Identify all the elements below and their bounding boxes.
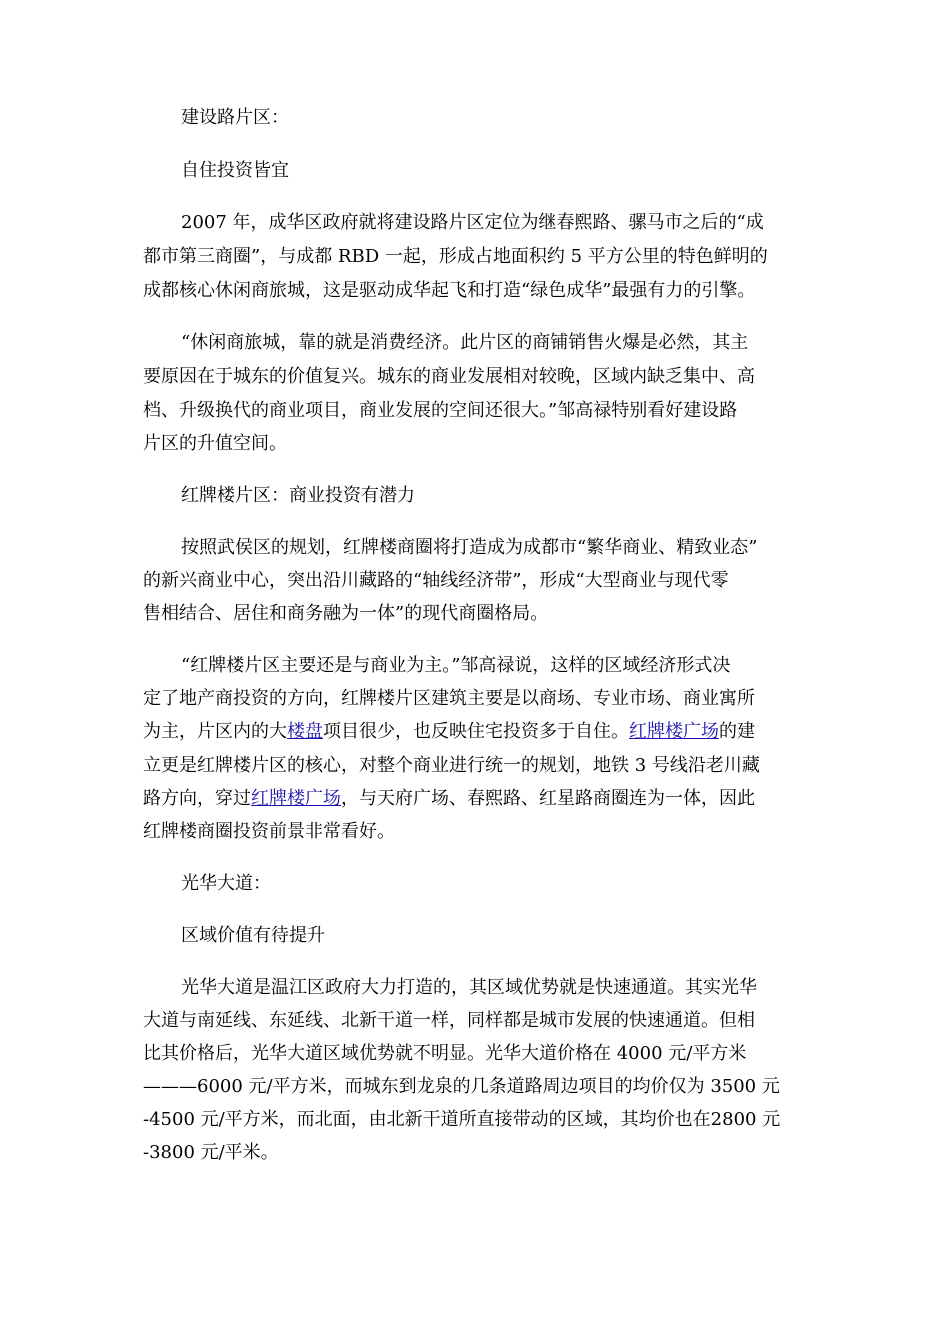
paragraph-line: 2007 年，成华区政府就将建设路片区定位为继春熙路、骡马市之后的“成 — [181, 212, 764, 233]
paragraph-line: 比其价格后，光华大道区域优势就不明显。光华大道价格在 4000 元/平方米 — [143, 1043, 747, 1064]
paragraph-line: 红牌楼商圈投资前景非常看好。 — [143, 821, 395, 842]
hongpailou-plaza-link-2[interactable]: 红牌楼广场 — [251, 788, 341, 809]
paragraph-line: 光华大道是温江区政府大力打造的，其区域优势就是快速通道。其实光华 — [181, 977, 757, 998]
paragraph-line: -3800 元/平米。 — [143, 1142, 279, 1163]
paragraph-line: 立更是红牌楼片区的核心，对整个商业进行统一的规划，地铁 3 号线沿老川藏 — [143, 755, 760, 776]
paragraph-line: 定了地产商投资的方向，红牌楼片区建筑主要是以商场、专业市场、商业寓所 — [143, 688, 755, 709]
section-subheading-jianshelu: 自住投资皆宜 — [181, 160, 289, 181]
text-run: 的建 — [719, 721, 755, 742]
text-run: 项目很少，也反映住宅投资多于自住。 — [323, 721, 629, 742]
paragraph-line: -4500 元/平方米，而北面，由北新干道所直接带动的区域，其均价也在2800 元 — [143, 1109, 781, 1130]
loupan-link[interactable]: 楼盘 — [287, 721, 323, 742]
paragraph-line: 成都核心休闲商旅城，这是驱动成华起飞和打造“绿色成华”最强有力的引擎。 — [143, 280, 756, 301]
hongpailou-plaza-link[interactable]: 红牌楼广场 — [629, 721, 719, 742]
paragraph-line: 要原因在于城东的价值复兴。城东的商业发展相对较晚，区域内缺乏集中、高 — [143, 366, 755, 387]
section-heading-guanghua: 光华大道： — [181, 873, 271, 894]
paragraph-line: 售相结合、居住和商务融为一体”的现代商圈格局。 — [143, 603, 549, 624]
paragraph-line — [143, 787, 755, 811]
paragraph-line: 大道与南延线、东延线、北新干道一样，同样都是城市发展的快速通道。但相 — [143, 1010, 755, 1031]
paragraph-line: 片区的升值空间。 — [143, 433, 287, 454]
text-run: 路方向，穿过 — [143, 788, 251, 809]
paragraph-line: 的新兴商业中心，突出沿川藏路的“轴线经济带”，形成“大型商业与现代零 — [143, 570, 729, 591]
section-heading-hongpailou: 红牌楼片区：商业投资有潜力 — [181, 485, 415, 506]
paragraph-line: ———6000 元/平方米，而城东到龙泉的几条道路周边项目的均价仅为 3500 元 — [143, 1076, 780, 1097]
text-run: 为主，片区内的大 — [143, 721, 287, 742]
text-run: ，与天府广场、春熙路、红星路商圈连为一体，因此 — [341, 788, 755, 809]
section-subheading-guanghua: 区域价值有待提升 — [181, 925, 325, 946]
paragraph-line — [143, 720, 755, 744]
paragraph-line: “休闲商旅城，靠的就是消费经济。此片区的商铺销售火爆是必然，其主 — [181, 332, 749, 353]
paragraph-line: 按照武侯区的规划，红牌楼商圈将打造成为成都市“繁华商业、精致业态” — [181, 537, 758, 558]
paragraph-line: 档、升级换代的商业项目，商业发展的空间还很大。”邹高禄特别看好建设路 — [143, 400, 738, 421]
section-heading-jianshelu: 建设路片区： — [181, 107, 289, 128]
paragraph-line: 都市第三商圈”，与成都 RBD 一起，形成占地面积约 5 平方公里的特色鲜明的 — [143, 246, 768, 267]
paragraph-line: “红牌楼片区主要还是与商业为主。”邹高禄说，这样的区域经济形式决 — [181, 655, 731, 676]
